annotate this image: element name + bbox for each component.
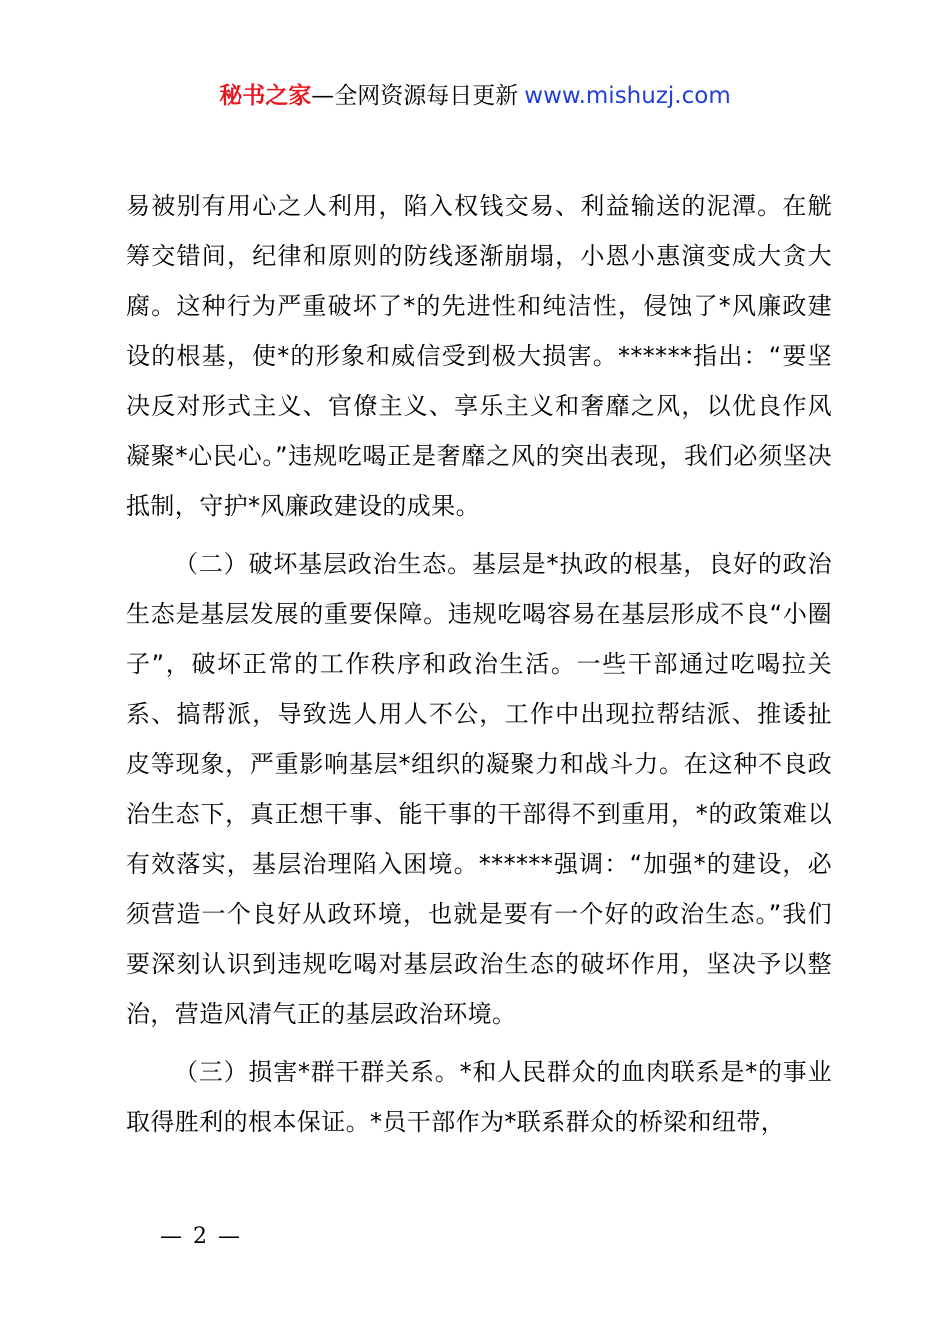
header-dash: — [311, 83, 335, 109]
paragraph-continued: 易被别有用心之人利用，陷入权钱交易、利益输送的泥潭。在觥筹交错间，纪律和原则的防线逐渐崩塌，小恩小惠演变成大贪大腐。这种行为严重破坏了*的先进性和纯洁性，侵蚀了*风廉政建设的根基，使*的形象和威信受到极大损害。******指出：“要坚决反对形式主义、官僚主义、享乐主义和奢靡之风，以优良作风凝聚*心民心。”违规吃喝正是奢靡之风的突出表现，我们必须坚决抵制，守护*风廉政建设的成果。 [126, 192, 832, 520]
page-header [0, 80, 950, 112]
header-url-link[interactable]: www.mishuzj.com [524, 83, 731, 109]
document-body [126, 181, 832, 1147]
paragraph-section-two: （二）破坏基层政治生态。基层是*执政的根基，良好的政治生态是基层发展的重要保障。违规吃喝容易在基层形成不良“小圈子”，破坏正常的工作秩序和政治生活。一些干部通过吃喝拉关系、搞帮派，导致选人用人不公，工作中出现拉帮结派、推诿扯皮等现象，严重影响基层*组织的凝聚力和战斗力。在这种不良政治生态下，真正想干事、能干事的干部得不到重用，*的政策难以有效落实，基层治理陷入困境。******强调：“加强*的建设，必须营造一个良好从政环境，也就是要有一个好的政治生态。”我们要深刻认识到违规吃喝对基层政治生态的破坏作用，坚决予以整治，营造风清气正的基层政治环境。 [126, 550, 833, 1028]
header-tagline: 全网资源每日更新 [334, 83, 519, 109]
page-number: — 2 — [160, 1224, 242, 1249]
header-brand: 秘书之家 [219, 83, 312, 109]
paragraph-section-three: （三）损害*群干群关系。*和人民群众的血肉联系是*的事业取得胜利的根本保证。*员干部作为*联系群众的桥梁和纽带， [126, 1058, 832, 1136]
